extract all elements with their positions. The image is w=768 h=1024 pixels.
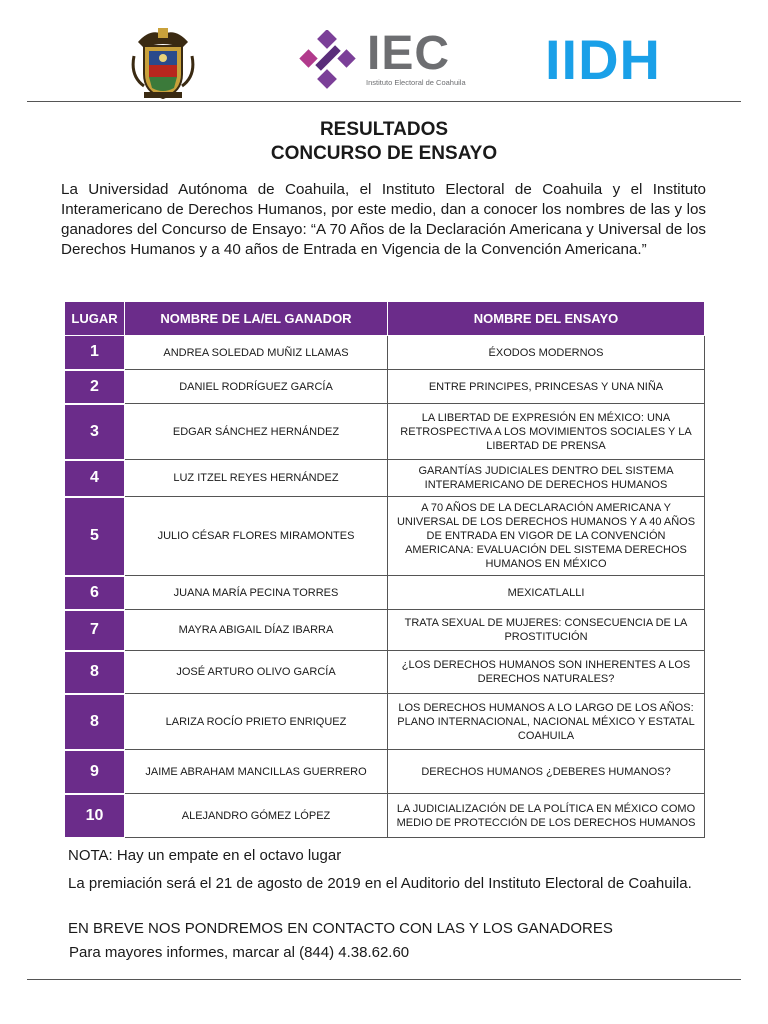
table-row	[65, 794, 705, 838]
row-ensayo: LOS DERECHOS HUMANOS A LO LARGO DE LOS AÑOS: PLANO INTERNACIONAL, NACIONAL MÉXICO Y ESTATAL COAHUILA	[388, 694, 705, 750]
contact-notice: EN BREVE NOS PONDREMOS EN CONTACTO CON LAS Y LOS GANADORES	[68, 920, 613, 937]
row-nombre: ANDREA SOLEDAD MUÑIZ LLAMAS	[125, 336, 388, 370]
table-row	[65, 460, 705, 497]
row-lugar: 4	[65, 460, 125, 497]
table-row	[65, 610, 705, 651]
tie-note: NOTA: Hay un empate en el octavo lugar	[68, 847, 342, 864]
row-lugar: 7	[65, 610, 125, 651]
row-ensayo: ¿LOS DERECHOS HUMANOS SON INHERENTES A LOS DERECHOS NATURALES?	[388, 651, 705, 694]
row-ensayo: GARANTÍAS JUDICIALES DENTRO DEL SISTEMA INTERAMERICANO DE DERECHOS HUMANOS	[388, 460, 705, 497]
table-row	[65, 370, 705, 404]
table-row	[65, 750, 705, 794]
row-ensayo: LA JUDICIALIZACIÓN DE LA POLÍTICA EN MÉXICO COMO MEDIO DE PROTECCIÓN DE LOS DERECHOS HUMANOS	[388, 794, 705, 838]
row-lugar: 2	[65, 370, 125, 404]
header-nombre-ganador: NOMBRE DE LA/EL GANADOR	[125, 302, 388, 336]
row-ensayo: LA LIBERTAD DE EXPRESIÓN EN MÉXICO: UNA RETROSPECTIVA A LOS MOVIMIENTOS SOCIALES Y LA LIBERTAD DE PRENSA	[388, 404, 705, 460]
table-row	[65, 694, 705, 750]
row-nombre: LARIZA ROCÍO PRIETO ENRIQUEZ	[125, 694, 388, 750]
row-nombre: DANIEL RODRÍGUEZ GARCÍA	[125, 370, 388, 404]
row-lugar: 3	[65, 404, 125, 460]
row-lugar: 6	[65, 576, 125, 610]
table-row	[65, 336, 705, 370]
title-line-2: CONCURSO DE ENSAYO	[270, 143, 498, 164]
row-nombre: ALEJANDRO GÓMEZ LÓPEZ	[125, 794, 388, 838]
row-lugar: 10	[65, 794, 125, 838]
iidh-logo-text: IIDH	[545, 28, 661, 91]
table-row	[65, 576, 705, 610]
header-lugar: LUGAR	[65, 302, 125, 336]
row-ensayo: ÉXODOS MODERNOS	[388, 336, 705, 370]
award-ceremony-note: La premiación será el 21 de agosto de 2019 en el Auditorio del Instituto Electoral de Coahuila.	[68, 875, 692, 892]
iec-emblem-icon	[294, 30, 362, 92]
table-header-row	[65, 302, 705, 336]
row-nombre: EDGAR SÁNCHEZ HERNÁNDEZ	[125, 404, 388, 460]
row-nombre: JULIO CÉSAR FLORES MIRAMONTES	[125, 497, 388, 576]
table-row	[65, 404, 705, 460]
title-line-1: RESULTADOS	[319, 119, 449, 140]
row-nombre: JOSÉ ARTURO OLIVO GARCÍA	[125, 651, 388, 694]
row-ensayo: MEXICATLALLI	[388, 576, 705, 610]
bottom-divider	[27, 979, 741, 980]
row-lugar: 5	[65, 497, 125, 576]
row-ensayo: DERECHOS HUMANOS ¿DEBERES HUMANOS?	[388, 750, 705, 794]
row-lugar: 8	[65, 694, 125, 750]
row-nombre: JAIME ABRAHAM MANCILLAS GUERRERO	[125, 750, 388, 794]
iec-logo-text: IEC	[367, 27, 451, 80]
row-lugar: 9	[65, 750, 125, 794]
row-nombre: LUZ ITZEL REYES HERNÁNDEZ	[125, 460, 388, 497]
iec-logo-subtitle: Instituto Electoral de Coahuila	[366, 78, 466, 87]
logo-header	[0, 22, 768, 98]
row-lugar: 1	[65, 336, 125, 370]
row-ensayo: A 70 AÑOS DE LA DECLARACIÓN AMERICANA Y UNIVERSAL DE LOS DERECHOS HUMANOS Y A 40 AÑOS DE ENTRADA EN VIGOR DE LA CONVENCIÓN AMERICANA: EVALUACIÓN DEL SISTEMA DERECHOS HUMANOS EN MÉXICO	[388, 497, 705, 576]
row-nombre: MAYRA ABIGAIL DÍAZ IBARRA	[125, 610, 388, 651]
table-row	[65, 497, 705, 576]
row-ensayo: ENTRE PRINCIPES, PRINCESAS Y UNA NIÑA	[388, 370, 705, 404]
top-divider	[27, 101, 741, 102]
table-row	[65, 651, 705, 694]
iec-logo	[294, 27, 484, 92]
phone-info: Para mayores informes, marcar al (844) 4.38.62.60	[69, 944, 410, 961]
row-lugar: 8	[65, 651, 125, 694]
row-nombre: JUANA MARÍA PECINA TORRES	[125, 576, 388, 610]
page-title	[0, 118, 768, 166]
header-nombre-ensayo: NOMBRE DEL ENSAYO	[388, 302, 705, 336]
row-ensayo: TRATA SEXUAL DE MUJERES: CONSECUENCIA DE LA PROSTITUCIÓN	[388, 610, 705, 651]
results-table	[64, 301, 705, 839]
uadec-coat-of-arms-icon	[130, 26, 196, 100]
intro-paragraph: La Universidad Autónoma de Coahuila, el Instituto Electoral de Coahuila y el Instituto Interamericano de Derechos Humanos, por este medio, dan a conocer los nombres de las y los ganadores del Concurso de Ensayo: “A 70 Años de la Declaración Americana y Universal de los Derechos Humanos y a 40 años de Entrada en Vigencia de la Convención Americana.”	[61, 181, 706, 258]
